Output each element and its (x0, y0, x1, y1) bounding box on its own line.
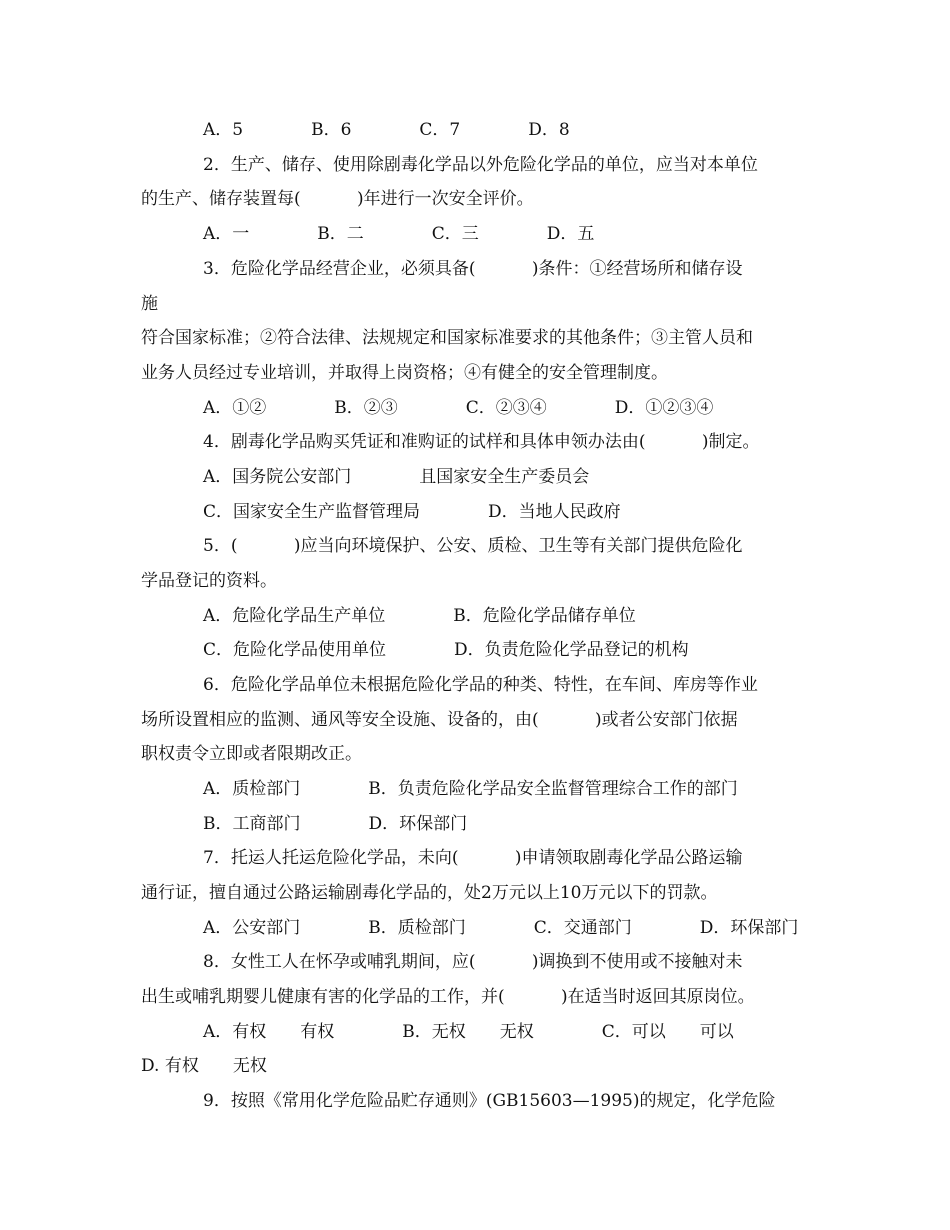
question-line: 出生或哺乳期婴儿健康有害的化学品的工作，并( )在适当时返回其原岗位。 (141, 987, 755, 1007)
question-line: 7．托运人托运危险化学品，未向( )申请领取剧毒化学品公路运输 (203, 848, 743, 868)
option-line: A．公安部门 B．质检部门 C．交通部门 D．环保部门 (203, 918, 799, 938)
option-line: C．国家安全生产监督管理局 D．当地人民政府 (203, 502, 621, 522)
question-line: 3．危险化学品经营企业，必须具备( )条件：①经营场所和储存设 (203, 259, 743, 279)
option-line: A．5 B．6 C．7 D．8 (203, 120, 570, 140)
question-line: 5．( )应当向环境保护、公安、质检、卫生等有关部门提供危险化 (203, 536, 743, 556)
option-line: A．一 B．二 C．三 D．五 (203, 224, 595, 244)
option-line: D. 有权 无权 (141, 1056, 267, 1076)
question-line: 场所设置相应的监测、通风等安全设施、设备的，由( )或者公安部门依据 (141, 710, 738, 730)
option-line: A．危险化学品生产单位 B．危险化学品储存单位 (203, 606, 636, 626)
question-line: 通行证，擅自通过公路运输剧毒化学品的，处2万元以上10万元以下的罚款。 (141, 883, 718, 903)
option-line: B．工商部门 D．环保部门 (203, 814, 468, 834)
question-line: 业务人员经过专业培训，并取得上岗资格；④有健全的安全管理制度。 (141, 363, 668, 383)
question-line: 2．生产、储存、使用除剧毒化学品以外危险化学品的单位，应当对本单位 (203, 155, 758, 175)
option-line: C．危险化学品使用单位 D．负责危险化学品登记的机构 (203, 640, 689, 660)
question-line: 8．女性工人在怀孕或哺乳期间，应( )调换到不使用或不接触对未 (203, 952, 743, 972)
question-line: 4．剧毒化学品购买凭证和准购证的试样和具体申领办法由( )制定。 (203, 432, 760, 452)
option-line: A．国务院公安部门 且国家安全生产委员会 (203, 467, 590, 487)
question-line: 符合国家标准；②符合法律、法规规定和国家标准要求的其他条件；③主管人员和 (141, 328, 753, 348)
question-line: 6．危险化学品单位未根据危险化学品的种类、特性，在车间、库房等作业 (203, 675, 758, 695)
option-line: A．①② B．②③ C．②③④ D．①②③④ (203, 398, 714, 418)
option-line: A．有权 有权 B．无权 无权 C．可以 可以 (203, 1022, 734, 1042)
option-line: A．质检部门 B．负责危险化学品安全监督管理综合工作的部门 (203, 779, 738, 799)
question-line: 的生产、储存装置每( )年进行一次安全评价。 (141, 189, 534, 209)
question-line: 职权责令立即或者限期改正。 (141, 744, 362, 764)
question-line: 9．按照《常用化学危险品贮存通则》(GB15603—1995)的规定，化学危险 (203, 1091, 776, 1111)
question-line: 学品登记的资料。 (141, 571, 277, 591)
question-line: 施 (141, 294, 158, 314)
